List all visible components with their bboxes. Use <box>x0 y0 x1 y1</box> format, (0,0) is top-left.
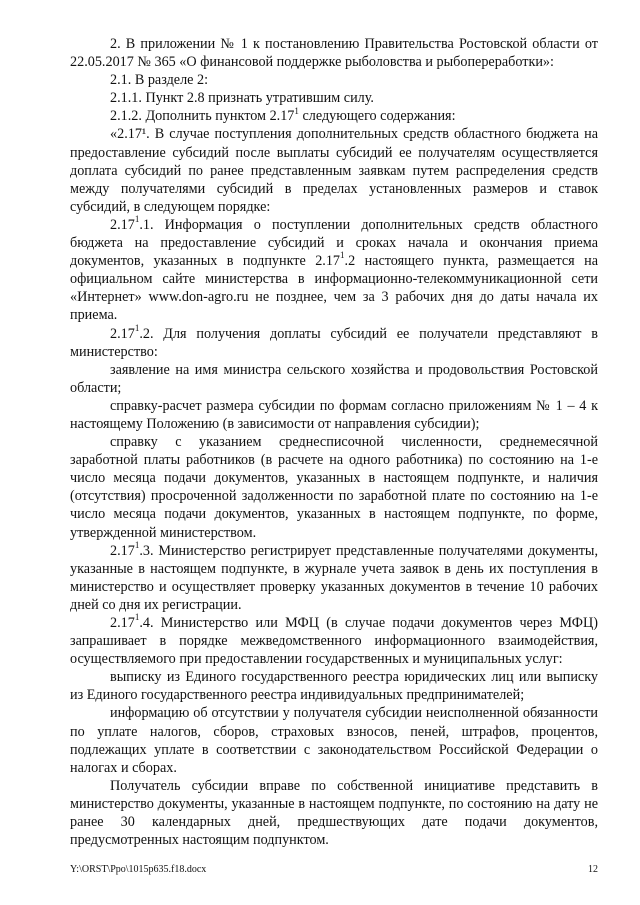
paragraph-p1 <box>70 35 598 71</box>
paragraph-p5 <box>70 125 598 215</box>
paragraph-text: 2.1.2. Дополнить пунктом 2.17 <box>110 108 295 125</box>
paragraph-text: .4. Министерство или МФЦ (в случае подачи документов через МФЦ) запрашивает в порядке межведомственного информационного взаимодействия, осуществляемого при предоставлении государственных и муниципальных услуг: <box>70 615 598 668</box>
paragraph-text: .2. Для получения доплаты субсидий ее получатели представляют в министерство: <box>70 325 598 360</box>
paragraph-text: 2.1.1. Пункт 2.8 признать утратившим силу. <box>110 90 374 107</box>
paragraph-p10 <box>70 433 598 542</box>
paragraph-text: выписку из Единого государственного реестра юридических лиц или выписку из Единого государственного реестра индивидуальных предпринимателей; <box>70 669 598 704</box>
paragraph-text: .2 настоящего пункта, размещается на официальном сайте министерства в информационно-телекоммуникационной сети «Интернет» www.don-agro.ru не позднее, чем за 3 рабочих дня до даты начала их приема. <box>70 253 598 324</box>
paragraph-text: 2.17 <box>110 216 135 233</box>
paragraph-text: 2.17 <box>110 542 135 559</box>
paragraph-p4 <box>70 107 598 125</box>
footer-file-path: Y:\ORST\Ppo\1015p635.f18.docx <box>70 864 207 875</box>
paragraph-text: справку-расчет размера субсидии по формам согласно приложениям № 1 – 4 к настоящему Положению (в зависимости от направления субсидии); <box>70 397 598 432</box>
paragraph-p15 <box>70 777 598 849</box>
paragraph-p14 <box>70 704 598 776</box>
superscript: 1 <box>134 322 140 333</box>
paragraph-text: 2.17 <box>110 325 135 342</box>
superscript: 1 <box>340 250 345 261</box>
paragraph-text: справку с указанием среднесписочной численности, среднемесячной заработной платы работников (в расчете на одного работника) по состоянию на 1-е число месяца подачи документов, указанных в настоящем подпункте, и наличия (отсутствия) просроченной задолженности по заработной плате по состоянию на 1-е число месяца подачи документов, указанных в настоящем подпункте, по форме, утвержденной министерством. <box>70 434 598 541</box>
paragraph-text: «2.17¹. В случае поступления дополнительных средств областного бюджета на предоставление субсидий после выплаты субсидий ее получателям осуществляется доплата субсидий по ранее представленным заявкам путем распределения средств между получателями субсидий в пределах установленных размеров и ставок субсидий, в следующем порядке: <box>70 126 598 215</box>
paragraph-text: следующего содержания: <box>298 108 456 125</box>
paragraph-p13 <box>70 668 598 704</box>
superscript: 1 <box>134 539 140 550</box>
paragraph-text: заявление на имя министра сельского хозяйства и продовольствия Ростовской области; <box>70 361 598 396</box>
paragraph-text: 2.1. В разделе 2: <box>110 72 209 89</box>
paragraph-text: информацию об отсутствии у получателя субсидии неисполненной обязанности по уплате налогов, сборов, страховых взносов, пеней, штрафов, процентов, подлежащих уплате в соответствии с законодательством Российской Федерации о налогах и сборах. <box>70 705 598 776</box>
page-footer <box>70 864 598 875</box>
paragraph-text: .3. Министерство регистрирует представленные получателями документы, указанные в настоящем подпункте, в журнале учета заявок в день их поступления в министерство и осуществляет проверку указанных документов в течение 10 рабочих дней со дня их регистрации. <box>70 542 598 613</box>
paragraph-p7 <box>70 322 598 361</box>
paragraph-text: 2.17 <box>110 615 135 631</box>
document-body <box>70 35 598 849</box>
paragraph-p3 <box>70 89 598 107</box>
paragraph-p11 <box>70 539 598 614</box>
superscript: 1 <box>294 105 299 116</box>
page-number: 12 <box>588 864 598 875</box>
paragraph-text: Получатель субсидии вправе по собственной инициативе представить в министерство документы, указанные в настоящем подпункте, по состоянию на дату не ранее 30 календарных дней, предшествующих дате подачи документов, предусмотренных настоящим подпунктом. <box>70 777 598 849</box>
paragraph-text: 2. В приложении № 1 к постановлению Правительства Ростовской области от 22.05.2017 № 365 «О финансовой поддержке рыболовства и рыбопереработки»: <box>70 36 598 71</box>
paragraph-p9 <box>70 397 598 433</box>
superscript: 1 <box>134 612 140 623</box>
paragraph-p12 <box>70 614 598 668</box>
paragraph-p8 <box>70 361 598 397</box>
paragraph-p2 <box>70 71 598 89</box>
paragraph-text: .1. Информация о поступлении дополнительных средств областного бюджета на предоставление субсидий и сроках начала и окончания приема документов, указанных в подпункте 2.17 <box>70 216 598 270</box>
superscript: 1 <box>134 214 140 225</box>
paragraph-p6 <box>70 216 598 325</box>
